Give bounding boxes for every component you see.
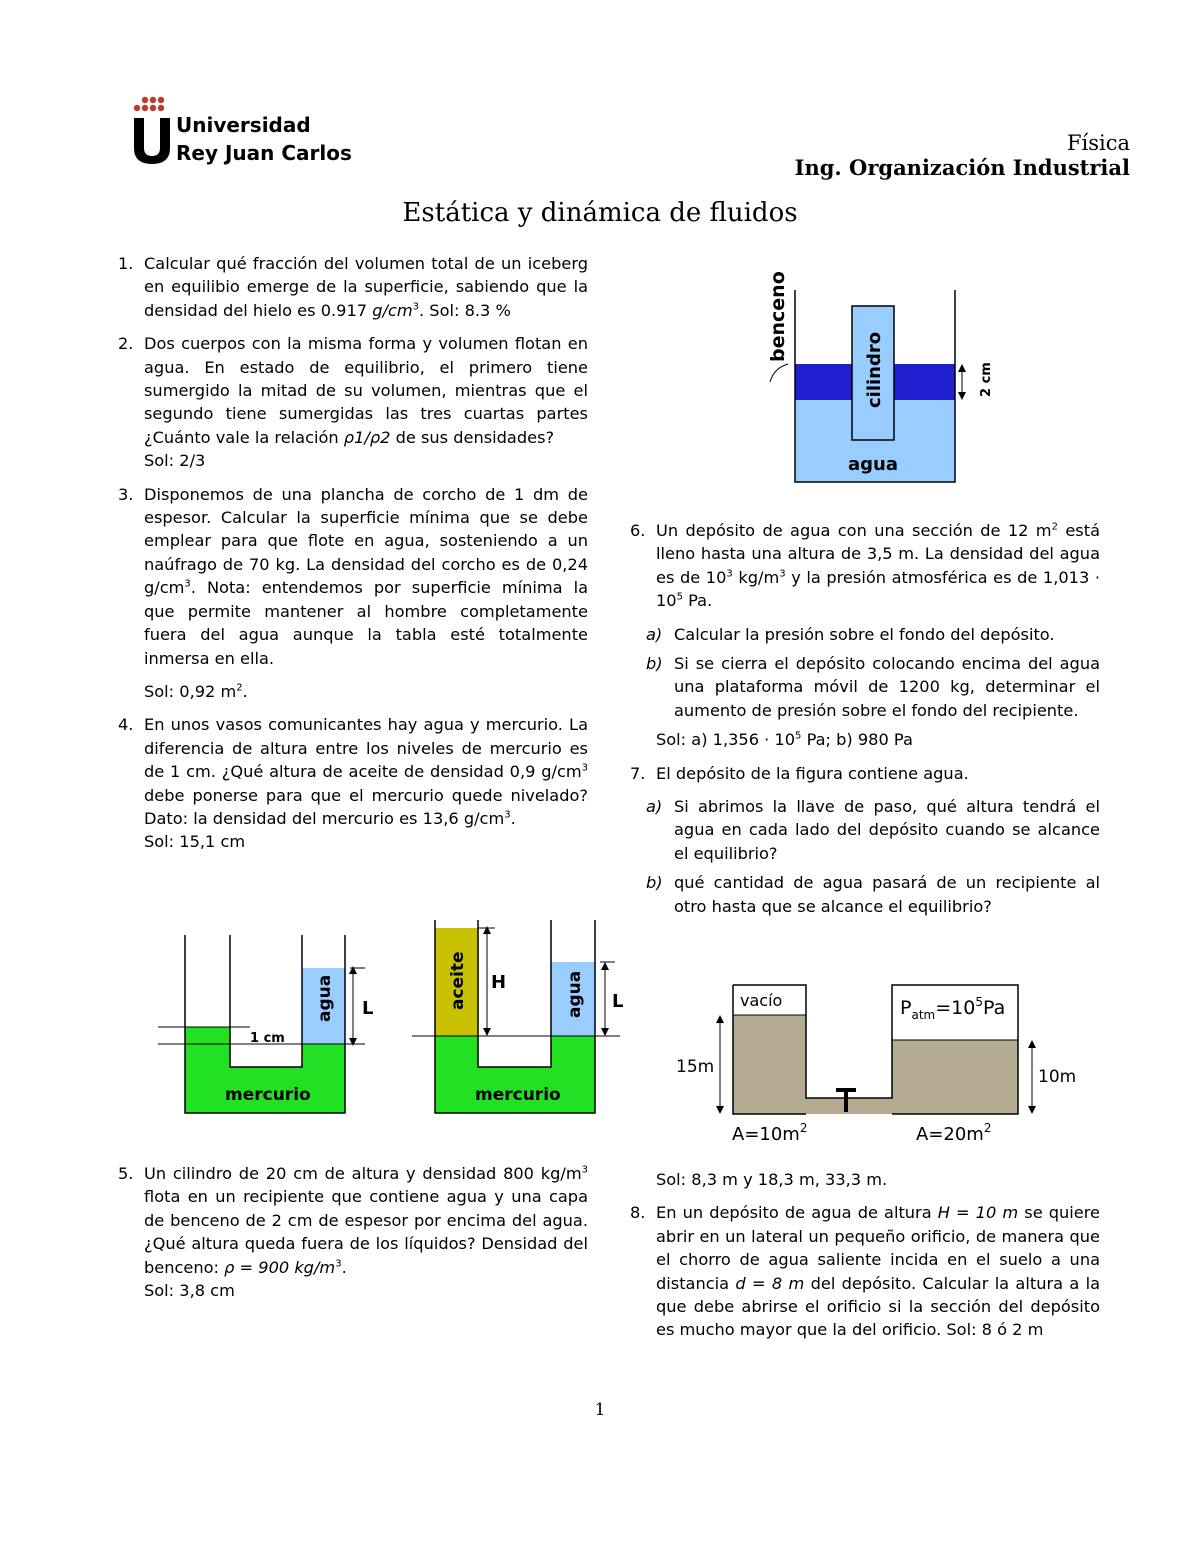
problem-number: 1. [118,254,134,273]
problem-text: flota en un recipiente que contiene agua y una capa de benceno de 2 cm de espesor por encima del agua. ¿Qué altura queda fuera de los líquidos? Densidad del benceno: [144,1187,588,1277]
superscript: 5 [676,591,683,603]
superscript: 2 [1051,521,1058,533]
solution: Sol: 0,92 m [144,681,237,701]
density-ratio: ρ1/ρ2 [343,427,391,447]
label-benzene: benceno [767,271,789,362]
unit: g/cm [372,300,413,320]
problem-7b [630,871,1100,918]
problem-6-solution [630,728,1100,751]
label-area-left: $A=10m^2$ [732,1121,808,1145]
solution: Sol: 15,1 cm [144,832,246,852]
page-title: Estática y dinámica de fluidos [402,198,798,228]
label-vacuum: vacío [740,991,783,1010]
u-tube-2 [412,920,623,1113]
u-tube-figures [150,910,624,1120]
solution: . [242,681,248,701]
problem-6a [630,623,1100,646]
label-area-right: $A=20m^2$ [916,1121,992,1145]
sub-text: Si se cierra el depósito colocando encima del agua una plataforma móvil de 1200 kg, determinar el aumento de presión sobre el fondo del recipiente. [674,654,1100,720]
sub-text: Calcular la presión sobre el fondo del depósito. [674,624,1055,644]
density: ρ = 900 kg/m [224,1257,336,1277]
sub-label: a) [646,624,663,644]
label-water: agua [848,454,898,475]
problem-text: . [510,808,516,828]
label-water: agua [315,974,335,1022]
problem-7 [630,762,1100,785]
problem-text: de sus densidades? [395,427,555,447]
distance-value: d = 8 m [735,1273,805,1293]
label-mercury: mercurio [225,1085,311,1105]
problem-text: En unos vasos comunicantes hay agua y mercurio. La diferencia de altura entre los niveles de mercurio es de 1 cm. ¿Qué altura de aceite de densidad 0,9 g/cm [144,715,588,782]
dim-2cm: 2 cm [979,362,994,397]
superscript: 3 [335,1258,342,1270]
right-column-bottom [630,1162,1100,1352]
label-15m: 15m [676,1057,715,1077]
problem-text: y la presión atmosférica es de 1,013 · 10 [656,567,1100,611]
problem-number: 5. [118,1164,134,1183]
problem-number: 6. [630,521,646,540]
solution: Sol: a) 1,356 · 10 [656,730,796,750]
superscript: 3 [779,568,786,580]
problem-7a [630,795,1100,865]
problem-1 [118,252,588,322]
problem-text: está lleno hasta una altura de 3,5 m. La densidad del agua es de 10 [656,521,1100,587]
right-tank-water [892,1040,1018,1114]
problem-text: Calcular qué fracción del volumen total de un iceberg en equilibio emerge de la superficie, sabiendo que la densidad del hielo es 0.917 [144,254,588,320]
problem-4 [118,713,588,853]
superscript: 3 [184,578,191,590]
left-tank-water [733,1015,806,1114]
problem-number: 8. [630,1203,646,1223]
solution: . Sol: 8.3 % [419,300,511,320]
degree-label: Ing. Organización Industrial [794,155,1130,180]
problem-6 [630,519,1100,613]
label-water: agua [565,970,585,1018]
label-mercury: mercurio [475,1085,561,1105]
superscript: 3 [581,762,588,774]
problem-text: Pa. [688,591,713,611]
connecting-pipe [806,1098,892,1114]
label-cylinder: cilindro [864,331,885,408]
page-number: 1 [594,1400,606,1420]
problem-6b [630,652,1100,722]
superscript: 3 [581,1164,588,1176]
subject-label: Física [1066,131,1130,155]
solution: Sol: 2/3 [144,451,206,471]
solution: Pa; b) 980 Pa [806,730,913,750]
right-column [630,519,1100,924]
problem-text: Disponemos de una plancha de corcho de 1 dm de espesor. Calcular la superficie mínima que se debe emplear para que flote en agua, sosteniendo a un naúfrago de 70 kg. La densidad del corcho es de 0,24 g/cm [144,484,588,598]
problem-text: kg/m [738,567,780,587]
label-L: L [362,998,374,1019]
problem-number: 7. [630,763,646,783]
problem-number: 4. [118,715,134,735]
problem-text: Un cilindro de 20 cm de altura y densidad 800 kg/m [144,1164,582,1183]
superscript: 3 [726,568,733,580]
problem-7-solution [630,1168,1100,1191]
problem-text: . [341,1257,347,1277]
sub-label: b) [646,873,663,893]
problem-number: 3. [118,484,134,504]
u-tube-1 [158,935,373,1113]
problem-text: debe ponerse para que el mercurio quede nivelado? Dato: la densidad del mercurio es 13,6 g/cm [144,785,588,828]
benzene-cylinder-figure [740,272,1040,492]
dim-1cm: 1 cm [250,1031,285,1046]
sub-text: qué cantidad de agua pasará de un recipiente al otro hasta que se alcance el equilibrio? [674,873,1100,916]
problem-8 [630,1201,1100,1341]
label-L: L [612,991,624,1012]
university-logo [130,92,360,172]
label-patm: $P_{atm}=10^5Pa$ [900,995,1006,1022]
problem-text: . Nota: entendemos por superficie mínima la que permite mantener al hombre completamente fuera del agua aunque la tabla esté totalmente inmersa en ella. [144,578,588,668]
logo-line1: Universidad [176,113,311,137]
sub-label: a) [646,797,663,817]
height-value: H = 10 m [937,1203,1019,1223]
left-column [118,252,588,864]
problem-3 [118,483,588,704]
problem-text: del depósito. Calcular la altura a la que debe abrirse el orificio si la sección del depósito es mucho mayor que la del orificio. Sol: 8 ó 2 m [656,1273,1100,1340]
problem-text: En un depósito de agua de altura [656,1203,932,1223]
solution: Sol: 8,3 m y 18,3 m, 33,3 m. [656,1170,888,1189]
tank-figure [670,980,1077,1150]
superscript: 2 [236,682,243,694]
superscript: 3 [504,809,511,821]
solution: Sol: 3,8 cm [144,1281,235,1301]
problem-text: Un depósito de agua con una sección de 12 m [656,521,1052,540]
logo-line2: Rey Juan Carlos [176,141,352,165]
problem-text: se quiere abrir en un lateral un pequeño orificio, de manera que el chorro de agua saliente incida en el suelo a una distancia [656,1203,1101,1293]
label-H: H [491,972,507,993]
problem-5 [118,1162,588,1302]
label-10m: 10m [1038,1067,1077,1087]
left-column-bottom [118,1162,588,1312]
problem-text: El depósito de la figura contiene agua. [656,763,969,783]
problem-number: 2. [118,334,134,354]
problem-text: Dos cuerpos con la misma forma y volumen flotan en agua. En estado de equilibrio, el primero tiene sumergido la mitad de su volumen, mientras que el segundo tiene sumergidas las tres cuartas partes ¿Cuánto vale la relación [144,334,588,447]
superscript: 3 [412,301,419,313]
label-oil: aceite [448,951,468,1010]
sub-label: b) [646,654,663,674]
problem-2 [118,332,588,472]
sub-text: Si abrimos la llave de paso, qué altura tendrá el agua en cada lado del depósito cuando se alcance el equilibrio? [674,797,1100,863]
superscript: 5 [795,730,802,742]
